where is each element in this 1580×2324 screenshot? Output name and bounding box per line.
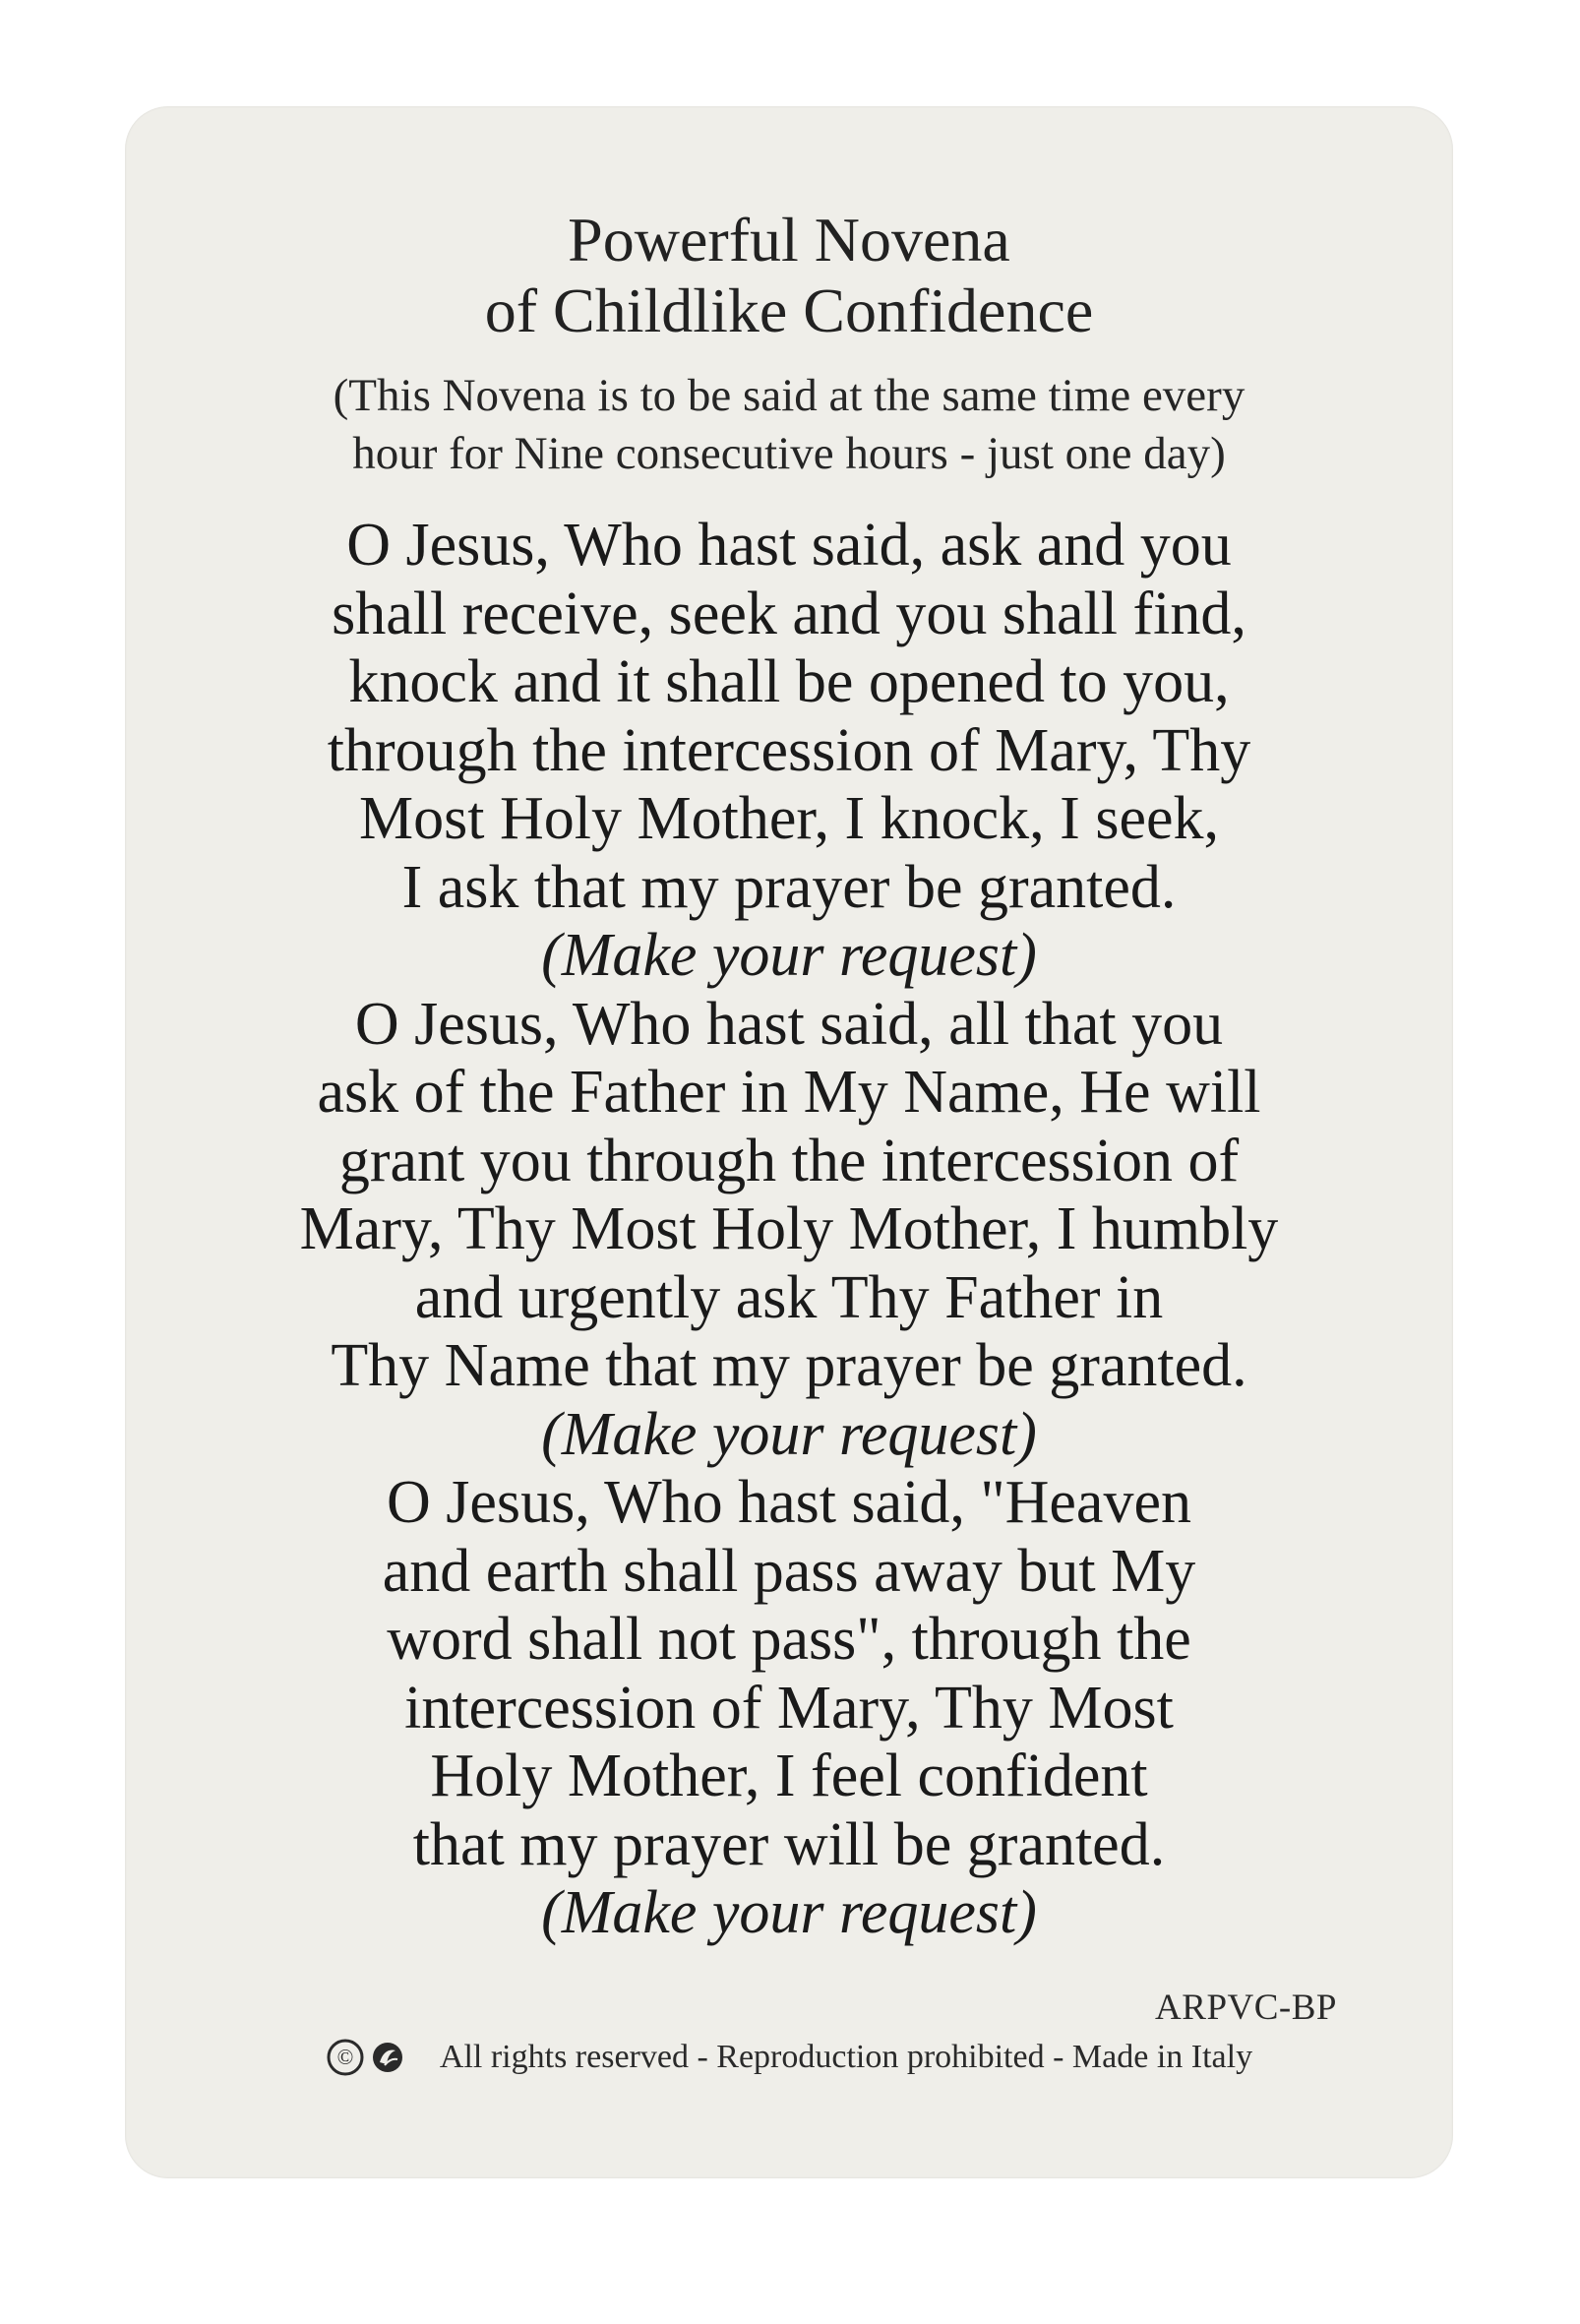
title-line-2: of Childlike Confidence [484,275,1094,345]
request-instruction: (Make your request) [541,1400,1037,1468]
prayer-line: knock and it shall be opened to you, [348,648,1230,715]
prayer-line: O Jesus, Who hast said, ask and you [346,512,1232,579]
prayer-line: and earth shall pass away but My [382,1537,1196,1605]
publisher-marks [326,2038,404,2077]
card-title [125,205,1453,346]
prayer-line: O Jesus, Who hast said, "Heaven [387,1469,1191,1536]
prayer-line: O Jesus, Who hast said, all that you [354,990,1224,1058]
publisher-logo-icon [371,2041,404,2074]
prayer-line: Holy Mother, I feel confident [430,1743,1148,1809]
prayer-line: that my prayer will be granted. [412,1810,1166,1878]
request-instruction: (Make your request) [541,922,1037,989]
prayer-line: grant you through the intercession of [338,1127,1240,1194]
product-code: ARPVC-BP [1155,1988,1337,2028]
prayer-line: word shall not pass", through the [387,1606,1191,1673]
prayer-line: intercession of Mary, Thy Most [404,1674,1174,1742]
prayer-line: I ask that my prayer be granted. [401,853,1177,921]
prayer-text [125,512,1453,1948]
card-subtitle [125,367,1453,483]
prayer-line: through the intercession of Mary, Thy [327,716,1251,784]
subtitle-line-1: (This Novena is to be said at the same time every [333,370,1246,421]
prayer-card [125,106,1453,2178]
card-footer [125,2036,1453,2079]
rights-notice: All rights reserved - Reproduction prohibited - Made in Italy [439,2039,1253,2075]
prayer-line: shall receive, seek and you shall find, [332,580,1246,647]
prayer-line: Thy Name that my prayer be granted. [331,1332,1247,1399]
copyright-icon [326,2038,365,2077]
request-instruction: (Make your request) [541,1879,1037,1946]
title-line-1: Powerful Novena [568,205,1010,275]
prayer-line: and urgently ask Thy Father in [414,1263,1164,1331]
prayer-line: Most Holy Mother, I knock, I seek, [359,785,1219,852]
prayer-line: Mary, Thy Most Holy Mother, I humbly [299,1195,1279,1262]
prayer-line: ask of the Father in My Name, He will [317,1059,1261,1126]
subtitle-line-2: hour for Nine consecutive hours - just one day) [352,428,1226,479]
copyright-symbol: © [336,2045,354,2069]
